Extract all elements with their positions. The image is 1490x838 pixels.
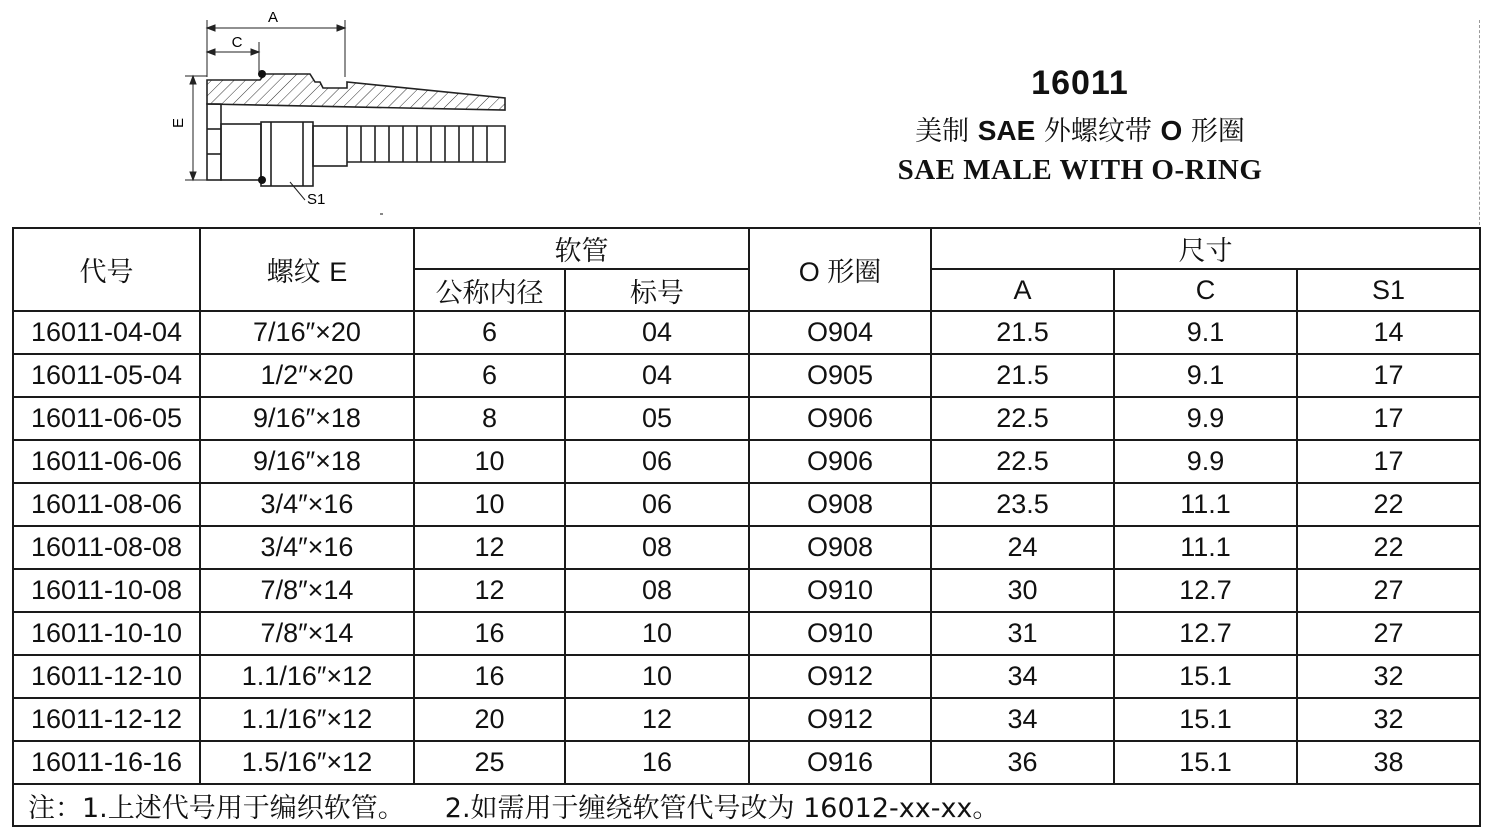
cell-hose-mark: 08	[565, 526, 749, 569]
title-block	[860, 60, 1300, 188]
dimension-a-label: A	[267, 9, 279, 26]
table-row	[13, 397, 1480, 440]
cell-hose-mark: 16	[565, 741, 749, 784]
cell-oring: O912	[749, 655, 931, 698]
header-dim-s1: S1	[1297, 269, 1480, 311]
header-hose: 软管	[414, 228, 749, 269]
cell-dim-c: 12.7	[1114, 569, 1297, 612]
header-oring-label: 形圈	[827, 257, 882, 288]
header-thread-label: 螺纹	[266, 257, 330, 288]
cell-dim-s1: 17	[1297, 397, 1480, 440]
cell-code: 16011-05-04	[13, 354, 200, 397]
cell-code: 16011-08-06	[13, 483, 200, 526]
note-1: 注：1.上述代号用于编织软管。	[28, 792, 405, 824]
cell-dim-a: 34	[931, 698, 1114, 741]
table-row	[13, 354, 1480, 397]
cell-thread: 7/8″×14	[200, 569, 414, 612]
cell-hose-nominal-id: 16	[414, 612, 565, 655]
table-row	[13, 311, 1480, 354]
cell-hose-nominal-id: 12	[414, 569, 565, 612]
table-row	[13, 483, 1480, 526]
table-row	[13, 741, 1480, 784]
cell-dim-s1: 17	[1297, 440, 1480, 483]
cell-hose-nominal-id: 8	[414, 397, 565, 440]
cell-dim-a: 21.5	[931, 311, 1114, 354]
fitting-drawing	[165, 2, 515, 217]
cell-oring: O906	[749, 397, 931, 440]
cell-dim-a: 31	[931, 612, 1114, 655]
cell-dim-c: 9.1	[1114, 311, 1297, 354]
cell-hose-nominal-id: 25	[414, 741, 565, 784]
dimension-e-label: E	[170, 117, 187, 129]
cell-oring: O906	[749, 440, 931, 483]
cell-hose-nominal-id: 6	[414, 311, 565, 354]
dimension-c-label: C	[231, 34, 243, 51]
cell-hose-mark: 04	[565, 354, 749, 397]
cell-hose-mark: 10	[565, 655, 749, 698]
note-2: 2.如需用于缠绕软管代号改为 16012-xx-xx。	[444, 792, 1000, 824]
cell-dim-c: 12.7	[1114, 612, 1297, 655]
header-oring	[749, 228, 931, 311]
cell-hose-nominal-id: 20	[414, 698, 565, 741]
cell-hose-nominal-id: 6	[414, 354, 565, 397]
table-row	[13, 612, 1480, 655]
page-edge-rule	[1479, 20, 1481, 230]
cell-hose-nominal-id: 12	[414, 526, 565, 569]
cell-hose-mark: 06	[565, 483, 749, 526]
table-row	[13, 655, 1480, 698]
cell-hose-mark: 06	[565, 440, 749, 483]
cell-dim-c: 9.9	[1114, 397, 1297, 440]
cell-thread: 9/16″×18	[200, 440, 414, 483]
oring-top	[258, 70, 266, 78]
cell-oring: O904	[749, 311, 931, 354]
cell-oring: O910	[749, 569, 931, 612]
cell-thread: 1.1/16″×12	[200, 655, 414, 698]
cell-dim-a: 30	[931, 569, 1114, 612]
chinese-title-o: O	[1160, 115, 1183, 146]
part-number: 16011	[1031, 64, 1129, 102]
table-row	[13, 698, 1480, 741]
table-row	[13, 526, 1480, 569]
cell-code: 16011-06-05	[13, 397, 200, 440]
table-row	[13, 569, 1480, 612]
cell-hose-nominal-id: 16	[414, 655, 565, 698]
page-mark	[380, 213, 383, 215]
header-row-1	[13, 228, 1480, 269]
dimension-s1-label: S1	[307, 191, 326, 208]
cell-hose-mark: 08	[565, 569, 749, 612]
cell-dim-s1: 17	[1297, 354, 1480, 397]
note-row	[13, 784, 1480, 826]
header-code: 代号	[13, 228, 200, 311]
chinese-title-middle: 外螺纹带	[1035, 116, 1161, 147]
dimension-e	[185, 76, 207, 180]
cell-hose-nominal-id: 10	[414, 483, 565, 526]
cell-dim-a: 36	[931, 741, 1114, 784]
cell-dim-s1: 22	[1297, 483, 1480, 526]
spec-table	[12, 227, 1481, 827]
cell-dim-s1: 27	[1297, 612, 1480, 655]
cell-thread: 1.1/16″×12	[200, 698, 414, 741]
cell-oring: O905	[749, 354, 931, 397]
cell-code: 16011-10-10	[13, 612, 200, 655]
cell-dim-c: 15.1	[1114, 741, 1297, 784]
cell-oring: O912	[749, 698, 931, 741]
header-hose-nominal-id: 公称内径	[414, 269, 565, 311]
cell-code: 16011-06-06	[13, 440, 200, 483]
cell-dim-c: 11.1	[1114, 483, 1297, 526]
header-hose-mark: 标号	[565, 269, 749, 311]
header-thread	[200, 228, 414, 311]
header-oring-o: O	[798, 257, 828, 287]
chinese-title-suffix: 形圈	[1182, 116, 1245, 147]
cell-hose-mark: 04	[565, 311, 749, 354]
cell-dim-c: 9.9	[1114, 440, 1297, 483]
table-row	[13, 440, 1480, 483]
cell-oring: O908	[749, 526, 931, 569]
cell-thread: 1/2″×20	[200, 354, 414, 397]
cell-dim-a: 23.5	[931, 483, 1114, 526]
cell-code: 16011-10-08	[13, 569, 200, 612]
cell-thread: 9/16″×18	[200, 397, 414, 440]
cell-thread: 3/4″×16	[200, 526, 414, 569]
cell-hose-mark: 12	[565, 698, 749, 741]
dimension-a	[207, 20, 345, 77]
english-title: SAE MALE WITH O-RING	[897, 154, 1263, 186]
cell-dim-c: 11.1	[1114, 526, 1297, 569]
cell-oring: O910	[749, 612, 931, 655]
table-note	[13, 784, 1480, 826]
cell-thread: 3/4″×16	[200, 483, 414, 526]
cell-oring: O908	[749, 483, 931, 526]
cell-dim-s1: 38	[1297, 741, 1480, 784]
cell-thread: 7/16″×20	[200, 311, 414, 354]
cell-oring: O916	[749, 741, 931, 784]
header-dim-a: A	[931, 269, 1114, 311]
cell-dim-a: 22.5	[931, 440, 1114, 483]
cell-code: 16011-16-16	[13, 741, 200, 784]
cell-code: 16011-12-10	[13, 655, 200, 698]
cell-hose-mark: 05	[565, 397, 749, 440]
fitting-section-hatch	[207, 74, 505, 110]
cell-dim-a: 22.5	[931, 397, 1114, 440]
cell-dim-a: 34	[931, 655, 1114, 698]
oring-bottom	[258, 176, 266, 184]
chinese-title	[860, 110, 1300, 152]
cell-dim-a: 24	[931, 526, 1114, 569]
cell-dim-s1: 32	[1297, 655, 1480, 698]
cell-dim-c: 15.1	[1114, 655, 1297, 698]
header-dimensions: 尺寸	[931, 228, 1480, 269]
cell-thread: 7/8″×14	[200, 612, 414, 655]
cell-dim-s1: 22	[1297, 526, 1480, 569]
cell-dim-c: 15.1	[1114, 698, 1297, 741]
cell-dim-s1: 14	[1297, 311, 1480, 354]
cell-code: 16011-08-08	[13, 526, 200, 569]
cell-dim-s1: 27	[1297, 569, 1480, 612]
header-dim-c: C	[1114, 269, 1297, 311]
cell-dim-c: 9.1	[1114, 354, 1297, 397]
cell-dim-s1: 32	[1297, 698, 1480, 741]
chinese-title-sae: SAE	[977, 115, 1036, 146]
header-thread-e: E	[329, 257, 348, 287]
chinese-title-prefix: 美制	[915, 116, 978, 147]
cell-code: 16011-04-04	[13, 311, 200, 354]
cell-hose-nominal-id: 10	[414, 440, 565, 483]
cell-dim-a: 21.5	[931, 354, 1114, 397]
cell-hose-mark: 10	[565, 612, 749, 655]
cell-code: 16011-12-12	[13, 698, 200, 741]
fitting-body	[207, 104, 505, 186]
cell-thread: 1.5/16″×12	[200, 741, 414, 784]
